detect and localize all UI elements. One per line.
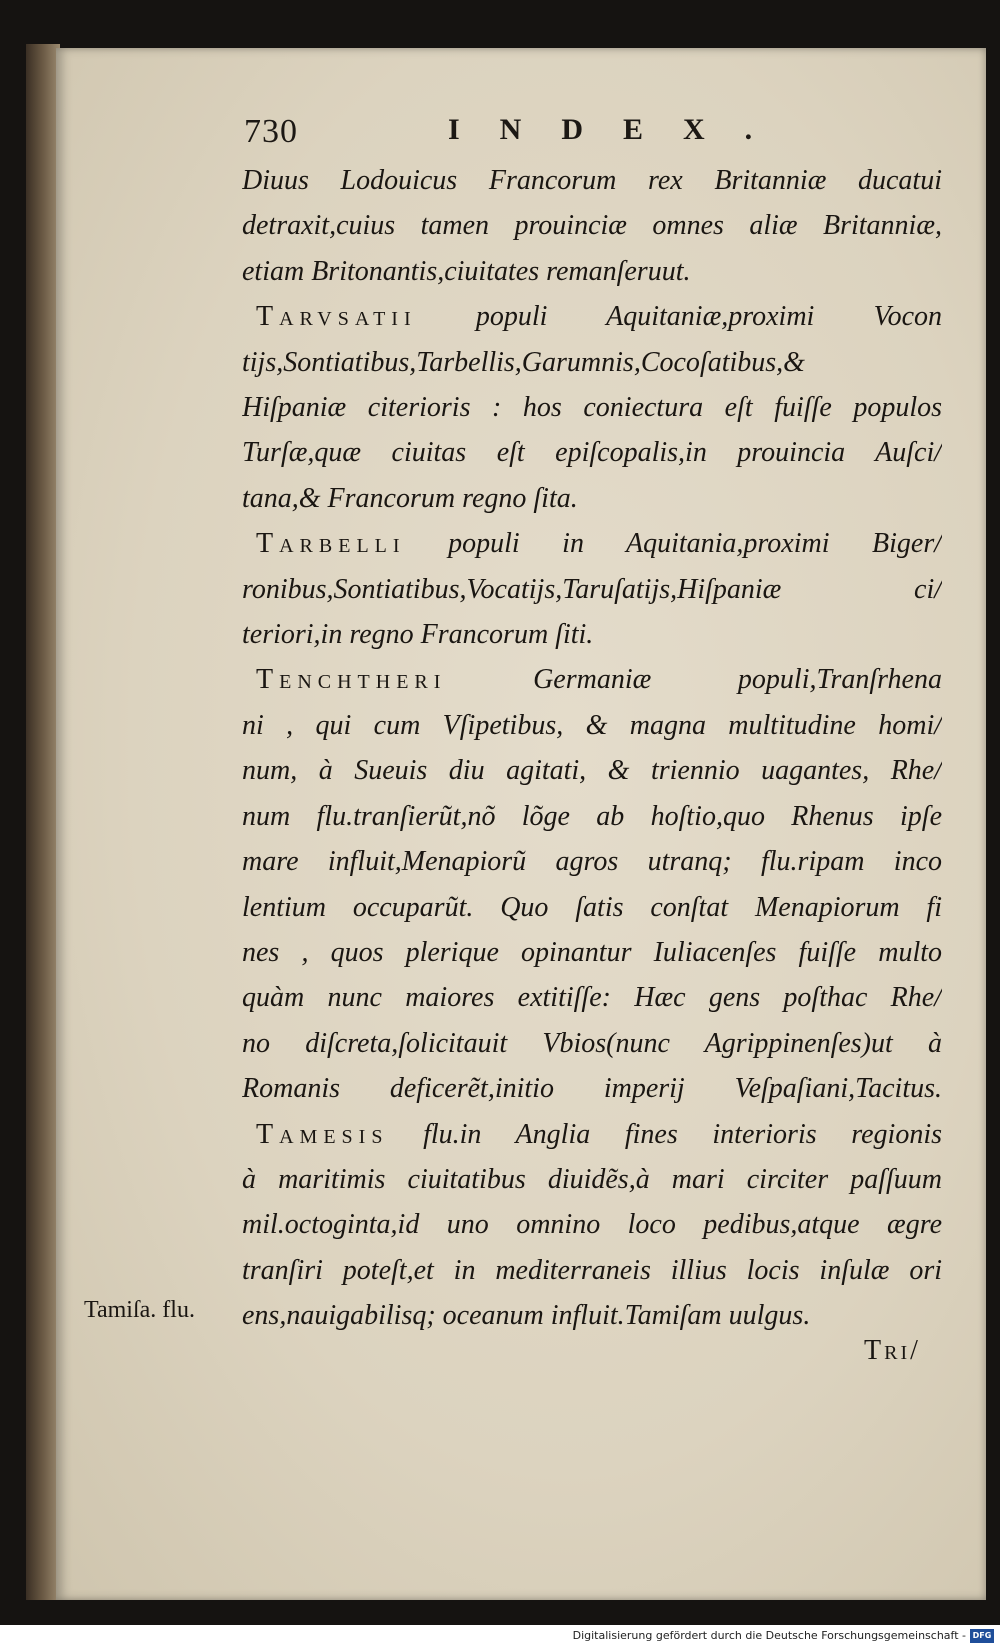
text-line <box>242 612 942 657</box>
line-text: flu.in Anglia fines interioris regionis <box>388 1118 942 1150</box>
line-text: populi in Aquitania,proximi Biger/ <box>405 528 942 560</box>
entry-headword: Tarbelli <box>256 528 406 560</box>
text-line <box>242 385 942 430</box>
line-text: num, à Sueuis diu agitati, & triennio uagantes, Rhe/ <box>242 755 942 787</box>
line-text: mare influit,Menapiorũ agros utranq; flu.ripam inco <box>242 846 942 878</box>
line-text: etiam Britonantis,ciuitates remanſeruut. <box>242 255 691 287</box>
line-text: ni , qui cum Vſipetibus, & magna multitudine homi/ <box>242 709 942 741</box>
entry-headword: Tamesis <box>256 1118 389 1150</box>
catchword: Tri/ <box>864 1335 921 1366</box>
text-line <box>242 249 942 294</box>
text-line <box>242 839 942 884</box>
line-text: tranſiri poteſt,et in mediterraneis illius locis inſulæ ori <box>242 1254 942 1286</box>
text-line <box>242 1021 942 1066</box>
text-line <box>242 1112 942 1157</box>
line-text: detraxit,cuius tamen prouinciæ omnes aliæ Britanniæ, <box>242 210 942 242</box>
line-text: num flu.tranſierũt,nõ lõge ab hoſtio,quo Rhenus ipſe <box>242 800 942 832</box>
text-line <box>242 340 942 385</box>
line-text: populi Aquitaniæ,proximi Vocon <box>416 301 942 333</box>
text-line <box>242 930 942 975</box>
book-spine-edge <box>26 44 60 1600</box>
line-text: nes , quos plerique opinantur Iuliacenſes fuiſſe multo <box>242 936 942 968</box>
text-line <box>242 476 942 521</box>
line-text: quàm nunc maiores extitiſſe: Hæc gens poſthac Rhe/ <box>242 982 942 1014</box>
text-line <box>242 567 942 612</box>
text-line <box>242 703 942 748</box>
text-line <box>242 430 942 475</box>
line-text: Romanis deficerẽt,initio imperij Veſpaſiani,Tacitus. <box>242 1073 942 1105</box>
text-line <box>242 1157 942 1202</box>
text-line <box>242 158 942 203</box>
text-line <box>242 748 942 793</box>
line-text: ens,nauigabilisq; oceanum influit.Tamiſam uulgus. <box>242 1300 811 1332</box>
line-text: Hiſpaniæ citerioris : hos coniectura eſt fuiſſe populos <box>242 392 942 424</box>
text-line <box>242 975 942 1020</box>
line-text: ronibus,Sontiatibus,Vocatijs,Taruſatijs,Hiſpaniæ ci/ <box>242 573 942 605</box>
dfg-logo: DFG <box>970 1629 994 1643</box>
text-line <box>242 521 942 566</box>
line-text: lentium occuparũt. Quo ſatis conſtat Menapiorum fi <box>242 891 942 923</box>
text-line <box>242 1066 942 1111</box>
line-text: tijs,Sontiatibus,Tarbellis,Garumnis,Cocoſatibus,& <box>242 346 805 378</box>
line-text: tana,& Francorum regno ſita. <box>242 482 578 514</box>
text-line <box>242 794 942 839</box>
entry-headword: Tenchtheri <box>256 664 447 696</box>
marginal-note: Tamiſa. flu. <box>84 1297 195 1323</box>
line-text: mil.octoginta,id uno omnino loco pedibus,atque ægre <box>242 1209 942 1241</box>
line-text: à maritimis ciuitatibus diuidẽs,à mari circiter paſſuum <box>242 1163 942 1195</box>
line-text: Turſæ,quæ ciuitas eſt epiſcopalis,in prouincia Auſci/ <box>242 437 942 469</box>
text-line <box>242 1293 942 1338</box>
footer-bar <box>0 1625 1000 1649</box>
text-line <box>242 885 942 930</box>
line-text: Germaniæ populi,Tranſrhena <box>446 664 942 696</box>
page-number: 730 <box>244 113 298 150</box>
entry-headword: Tarvsatii <box>256 301 417 333</box>
text-line <box>242 203 942 248</box>
line-text: teriori,in regno Francorum ſiti. <box>242 619 594 651</box>
index-text-block <box>242 158 942 1339</box>
running-head: INDEX. <box>448 113 793 146</box>
funding-credit: Digitalisierung gefördert durch die Deutsche Forschungsgemeinschaft - <box>572 1629 966 1642</box>
line-text: Diuus Lodouicus Francorum rex Britanniæ ducatui <box>242 165 942 196</box>
page-header <box>244 113 944 153</box>
text-line <box>242 294 942 339</box>
text-line <box>242 657 942 702</box>
text-line <box>242 1248 942 1293</box>
line-text: no diſcreta,ſolicitauit Vbios(nunc Agrippinenſes)ut à <box>242 1027 942 1059</box>
text-line <box>242 1202 942 1247</box>
